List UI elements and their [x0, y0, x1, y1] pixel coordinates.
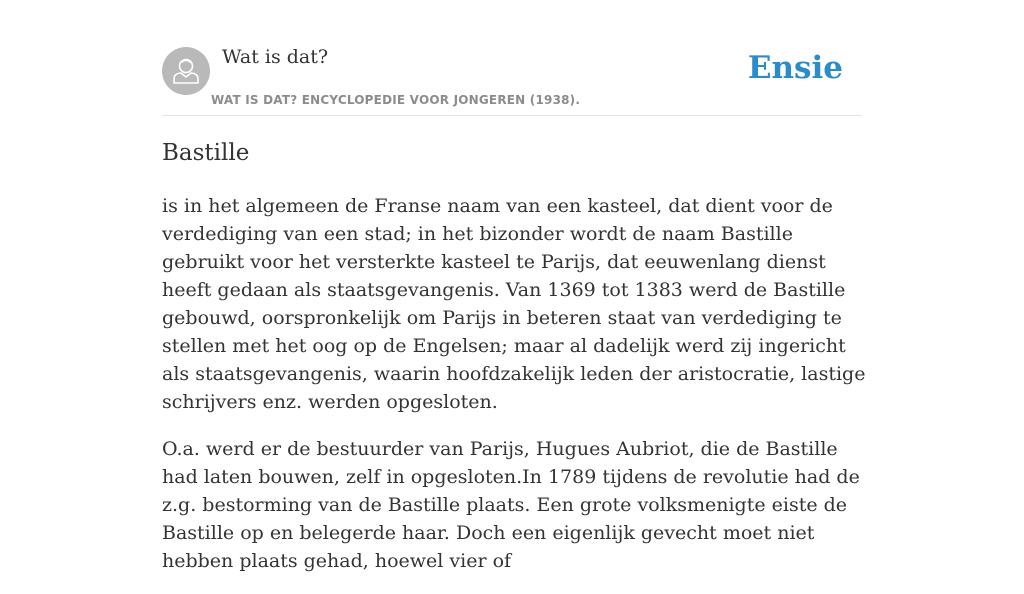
- author-name[interactable]: Wat is dat?: [222, 46, 329, 68]
- page-title: Bastille: [162, 140, 250, 166]
- site-logo[interactable]: Ensie: [747, 50, 843, 86]
- source-label[interactable]: WAT IS DAT? ENCYCLOPEDIE VOOR JONGEREN (1938).: [211, 93, 581, 107]
- article-header: [162, 40, 862, 116]
- paragraph: O.a. werd er de bestuurder van Parijs, Hugues Aubriot, die de Bastille had laten bouwen, zelf in opgesloten.In 1789 tijdens de revolutie had de z.g. bestorming van de Bastille plaats. Een grote volksmenigte eiste de Bastille op en belegerde haar. Doch een eigenlijk gevecht moet niet hebben plaats gehad, hoewel vier of: [162, 438, 860, 572]
- avatar[interactable]: [162, 47, 210, 95]
- user-icon: [162, 47, 210, 95]
- paragraph: is in het algemeen de Franse naam van een kasteel, dat dient voor de verdediging van een stad; in het bizonder wordt de naam Bastille gebruikt voor het versterkte kasteel te Parijs, dat eeuwenlang dienst heeft gedaan als staatsgevangenis. Van 1369 tot 1383 werd de Bastille gebouwd, oorspronkelijk om Parijs in beteren staat van verdediging te stellen met het oog op de Engelsen; maar al dadelijk werd zij ingericht als staatsgevangenis, waarin hoofdzakelijk leden der aristocratie, lastige schrijvers enz. werden opgesloten.: [162, 195, 866, 413]
- article-body: [162, 192, 866, 594]
